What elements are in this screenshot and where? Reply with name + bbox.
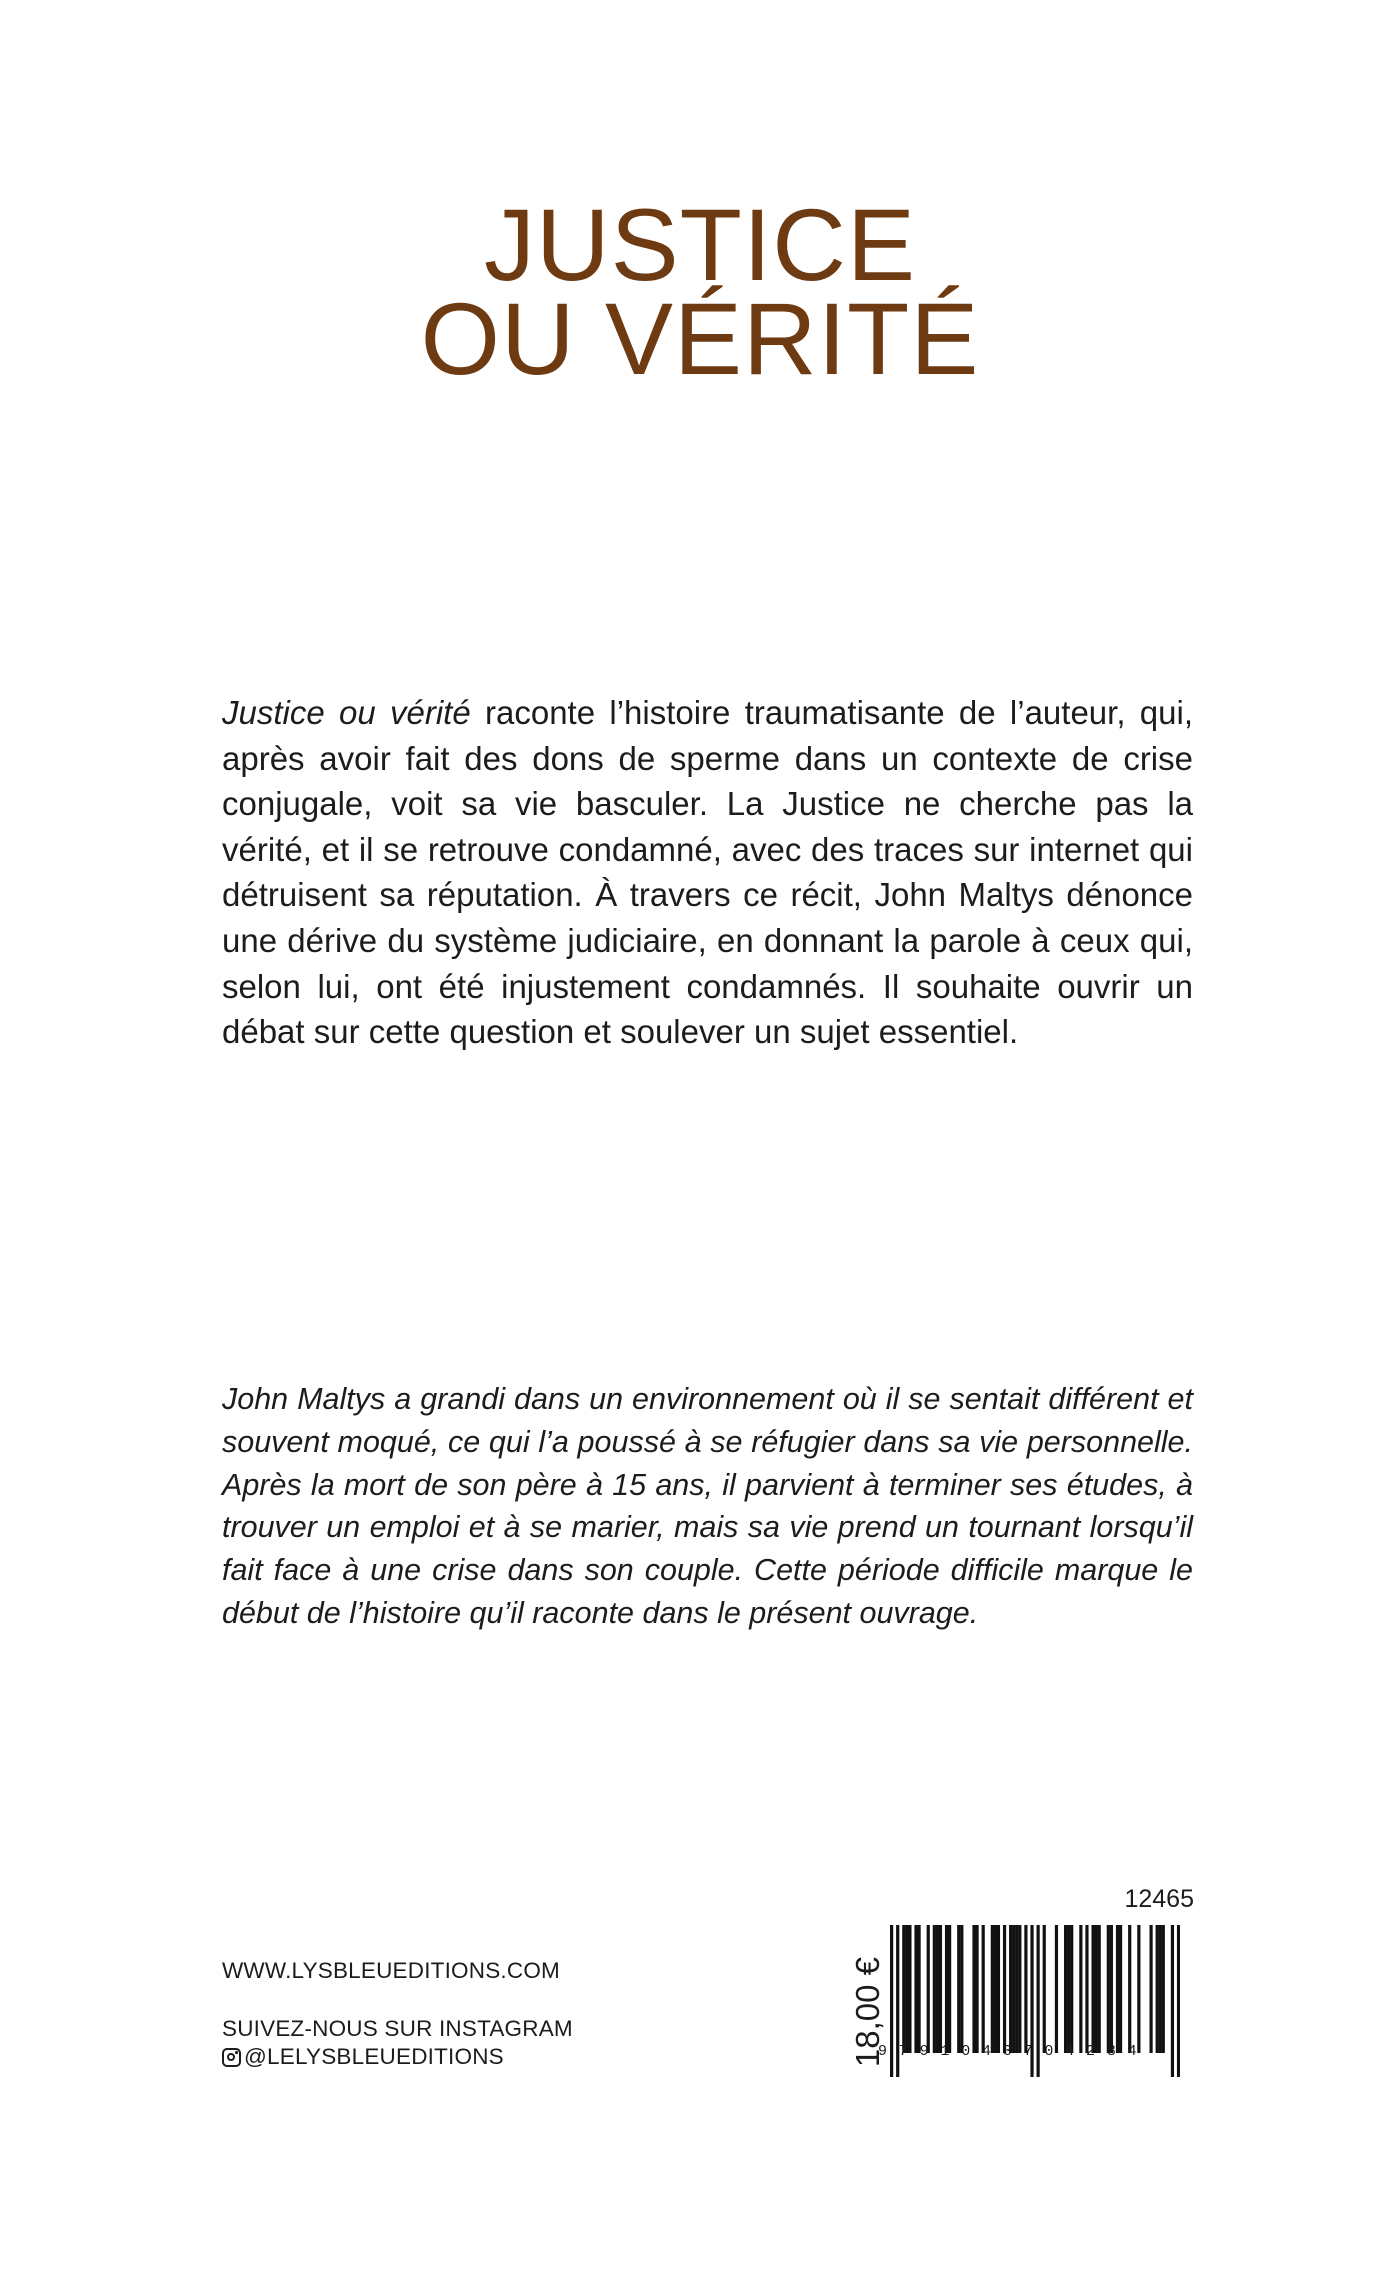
barcode-bar	[1137, 1925, 1140, 2053]
barcode-bar	[1079, 1925, 1082, 2053]
barcode-bar	[972, 1925, 975, 2053]
barcode-bar	[1070, 1925, 1073, 2053]
barcode-bar	[908, 1925, 911, 2053]
barcode-bar	[1162, 1925, 1165, 2053]
barcode-bar	[1116, 1925, 1119, 2053]
reference-number: 12465	[1124, 1885, 1194, 1913]
barcode-bar	[1024, 1925, 1027, 2053]
barcode-bar	[1085, 1925, 1088, 2053]
barcode-bar	[927, 1925, 930, 2053]
barcode-bar	[948, 1925, 951, 2053]
barcode-bar	[1009, 1925, 1012, 2053]
barcode-bar	[1055, 1925, 1058, 2053]
barcode-bar	[1091, 1925, 1094, 2053]
price-label: 18,00 €	[849, 1956, 886, 2068]
barcode-bar	[1003, 1925, 1006, 2053]
barcode-bar	[1159, 1925, 1162, 2053]
barcode-bar	[1107, 1925, 1110, 2053]
instagram-handle: @LELYSBLEUEDITIONS	[244, 2044, 504, 2069]
barcode-bar	[957, 1925, 960, 2053]
author-bio: John Maltys a grandi dans un environnement où il se sentait différent et souvent moqué, ce qui l’a poussé à se réfugier dans sa vie personnelle. Après la mort de son père à 15 ans, il parvient à terminer ses études, à trouver un emploi et à se marier, mais sa vie prend un tournant lorsqu’il fait face à une crise dans son couple. Cette période difficile marque le début de l’histoire qu’il raconte dans le présent ouvrage.	[222, 1382, 1193, 1630]
barcode-bar	[960, 1925, 963, 2053]
barcode-bar	[1110, 1925, 1113, 2053]
barcode-block	[830, 1885, 1200, 2085]
barcode-bar	[933, 1925, 936, 2053]
summary-italic-title: Justice ou vérité	[222, 694, 471, 731]
instagram-icon	[222, 2048, 241, 2067]
title-line-2: OU VÉRITÉ	[420, 282, 980, 396]
barcode-bar	[1015, 1925, 1018, 2053]
barcode-bar	[997, 1925, 1000, 2053]
barcode-bar	[945, 1925, 948, 2053]
instagram-label: SUIVEZ-NOUS SUR INSTAGRAM	[222, 2016, 573, 2041]
barcode-bar	[1095, 1925, 1098, 2053]
barcode-bar	[1043, 1925, 1046, 2053]
book-summary	[222, 690, 1193, 1055]
barcode-bar	[991, 1925, 994, 2053]
barcode-bar	[1067, 1925, 1070, 2053]
barcode-bar	[902, 1925, 905, 2053]
barcode-bar	[1128, 1925, 1131, 2053]
barcode-bar	[1098, 1925, 1101, 2053]
book-title	[0, 188, 1400, 396]
barcode-bar	[1064, 1925, 1067, 2053]
barcode-bar	[1156, 1925, 1159, 2053]
barcode-bar	[905, 1925, 908, 2053]
barcode-bar	[975, 1925, 978, 2053]
barcode-bar	[1149, 1925, 1152, 2053]
title-line-1: JUSTICE	[483, 188, 917, 302]
barcode-bar	[994, 1925, 997, 2053]
summary-text: raconte l’histoire traumatisante de l’auteur, qui, après avoir fait des dons de sperme dans un contexte de crise conjugale, voit sa vie basculer. La Justice ne cherche pas la vérité, et il se retrouve condamné, avec des traces sur internet qui détruisent sa réputation. À travers ce récit, John Maltys dénonce une dérive du système judiciaire, en donnant la parole à ceux qui, selon lui, ont été injustement condamnés. Il souhaite ouvrir un débat sur cette question et soulever un sujet essentiel.	[222, 694, 1193, 1051]
barcode-bar	[936, 1925, 939, 2053]
isbn-digits: 9791043704284	[878, 2043, 1149, 2060]
barcode-bar	[1119, 1925, 1122, 2053]
barcode-bar	[917, 1925, 920, 2053]
barcode-bar	[1018, 1925, 1021, 2053]
barcode-bar	[982, 1925, 985, 2053]
barcode-bar	[939, 1925, 942, 2053]
instagram-handle-row[interactable]	[222, 2044, 504, 2070]
barcode-bar	[914, 1925, 917, 2053]
publisher-website[interactable]: WWW.LYSBLEUEDITIONS.COM	[222, 1958, 560, 1983]
barcode-bar	[1012, 1925, 1015, 2053]
